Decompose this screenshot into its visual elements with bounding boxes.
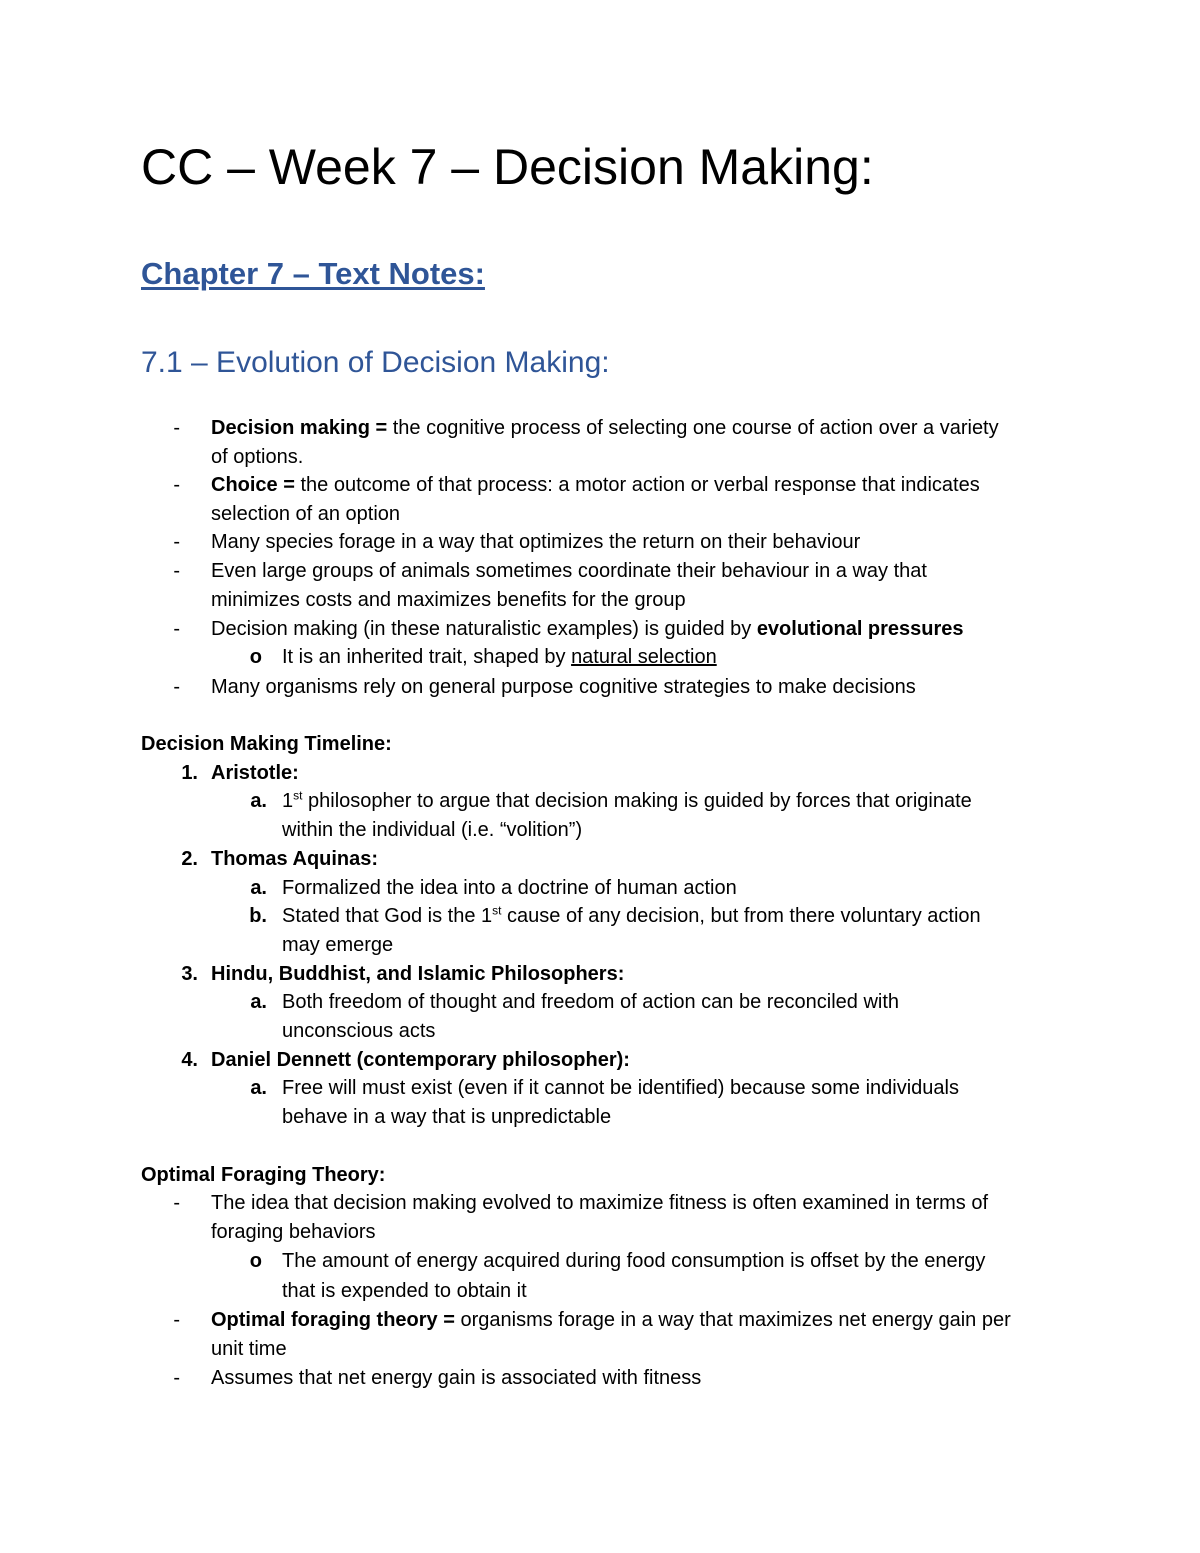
- dash-bullet: -: [173, 1367, 180, 1389]
- dash-bullet: -: [173, 417, 180, 439]
- list-item-text: Many species forage in a way that optimizes the return on their behaviour: [211, 531, 861, 553]
- item-number: 2.: [181, 848, 198, 870]
- circle-bullet: o: [249, 646, 262, 668]
- list-item-text: The amount of energy acquired during food consumption is offset by the energy: [282, 1250, 986, 1272]
- circle-bullet: o: [249, 1250, 262, 1272]
- list-item-text: The idea that decision making evolved to maximize fitness is often examined in terms of: [211, 1192, 989, 1214]
- list-item-text: may emerge: [282, 934, 394, 956]
- superscript: st: [293, 788, 303, 803]
- term-natural-selection: natural selection: [571, 646, 717, 668]
- dash-bullet: -: [173, 1192, 180, 1214]
- list-item-text: of options.: [211, 446, 304, 468]
- item-number: 4.: [181, 1049, 198, 1071]
- list-item-text: unconscious acts: [282, 1020, 436, 1042]
- list-item-text: Decision making (in these naturalistic examples) is guided by: [211, 618, 757, 640]
- item-letter: a.: [250, 790, 267, 812]
- list-item-text: foraging behaviors: [211, 1221, 376, 1243]
- list-item-text: unit time: [211, 1338, 287, 1360]
- list-item-text: organisms forage in a way that maximizes net energy gain per: [454, 1309, 1011, 1331]
- list-item-text: Formalized the idea into a doctrine of human action: [282, 877, 737, 899]
- item-name: Daniel Dennett (contemporary philosopher):: [211, 1049, 630, 1071]
- dash-bullet: -: [173, 618, 180, 640]
- item-letter: a.: [250, 1077, 267, 1099]
- item-name: Aristotle:: [211, 762, 299, 784]
- term-decision-making: Decision making =: [211, 417, 388, 439]
- dash-bullet: -: [173, 474, 180, 496]
- list-item-text: that is expended to obtain it: [282, 1280, 527, 1302]
- list-item-text: Assumes that net energy gain is associated with fitness: [211, 1367, 702, 1389]
- list-item-text: Free will must exist (even if it cannot be identified) because some individuals: [282, 1077, 959, 1099]
- section-heading: 7.1 – Evolution of Decision Making:: [141, 346, 610, 379]
- list-item-text: Both freedom of thought and freedom of action can be reconciled with: [282, 991, 900, 1013]
- dash-bullet: -: [173, 560, 180, 582]
- item-letter: a.: [250, 877, 267, 899]
- document-title: CC – Week 7 – Decision Making:: [141, 139, 874, 195]
- term-optimal-foraging-theory: Optimal foraging theory =: [211, 1309, 455, 1331]
- term-choice: Choice =: [211, 474, 295, 496]
- list-item-text: philosopher to argue that decision making is guided by forces that originate: [302, 790, 972, 812]
- list-item-text: the outcome of that process: a motor action or verbal response that indicates: [294, 474, 980, 496]
- item-letter: a.: [250, 991, 267, 1013]
- item-number: 1.: [181, 762, 198, 784]
- item-name: Thomas Aquinas:: [211, 848, 379, 870]
- list-item-text: Many organisms rely on general purpose cognitive strategies to make decisions: [211, 676, 916, 698]
- dash-bullet: -: [173, 1309, 180, 1331]
- list-item-text: minimizes costs and maximizes benefits for the group: [211, 589, 686, 611]
- item-number: 3.: [181, 963, 198, 985]
- term-evolutional-pressures: evolutional pressures: [756, 618, 964, 640]
- superscript: st: [492, 903, 502, 918]
- oft-title: Optimal Foraging Theory:: [141, 1164, 386, 1186]
- list-item-text: Stated that God is the 1: [282, 905, 493, 927]
- list-item-text: cause of any decision, but from there voluntary action: [501, 905, 981, 927]
- dash-bullet: -: [173, 531, 180, 553]
- item-name: Hindu, Buddhist, and Islamic Philosophers:: [211, 963, 625, 985]
- item-letter: b.: [249, 905, 267, 927]
- dash-bullet: -: [173, 676, 180, 698]
- list-item-text: the cognitive process of selecting one course of action over a variety: [387, 417, 999, 439]
- list-item-text: It is an inherited trait, shaped by: [282, 646, 572, 668]
- list-item-text: behave in a way that is unpredictable: [282, 1106, 612, 1128]
- chapter-heading: Chapter 7 – Text Notes:: [141, 256, 485, 291]
- timeline-title: Decision Making Timeline:: [141, 733, 392, 755]
- list-item-text: 1: [282, 790, 294, 812]
- list-item-text: Even large groups of animals sometimes coordinate their behaviour in a way that: [211, 560, 927, 582]
- list-item-text: within the individual (i.e. “volition”): [282, 819, 583, 841]
- list-item-text: selection of an option: [211, 503, 401, 525]
